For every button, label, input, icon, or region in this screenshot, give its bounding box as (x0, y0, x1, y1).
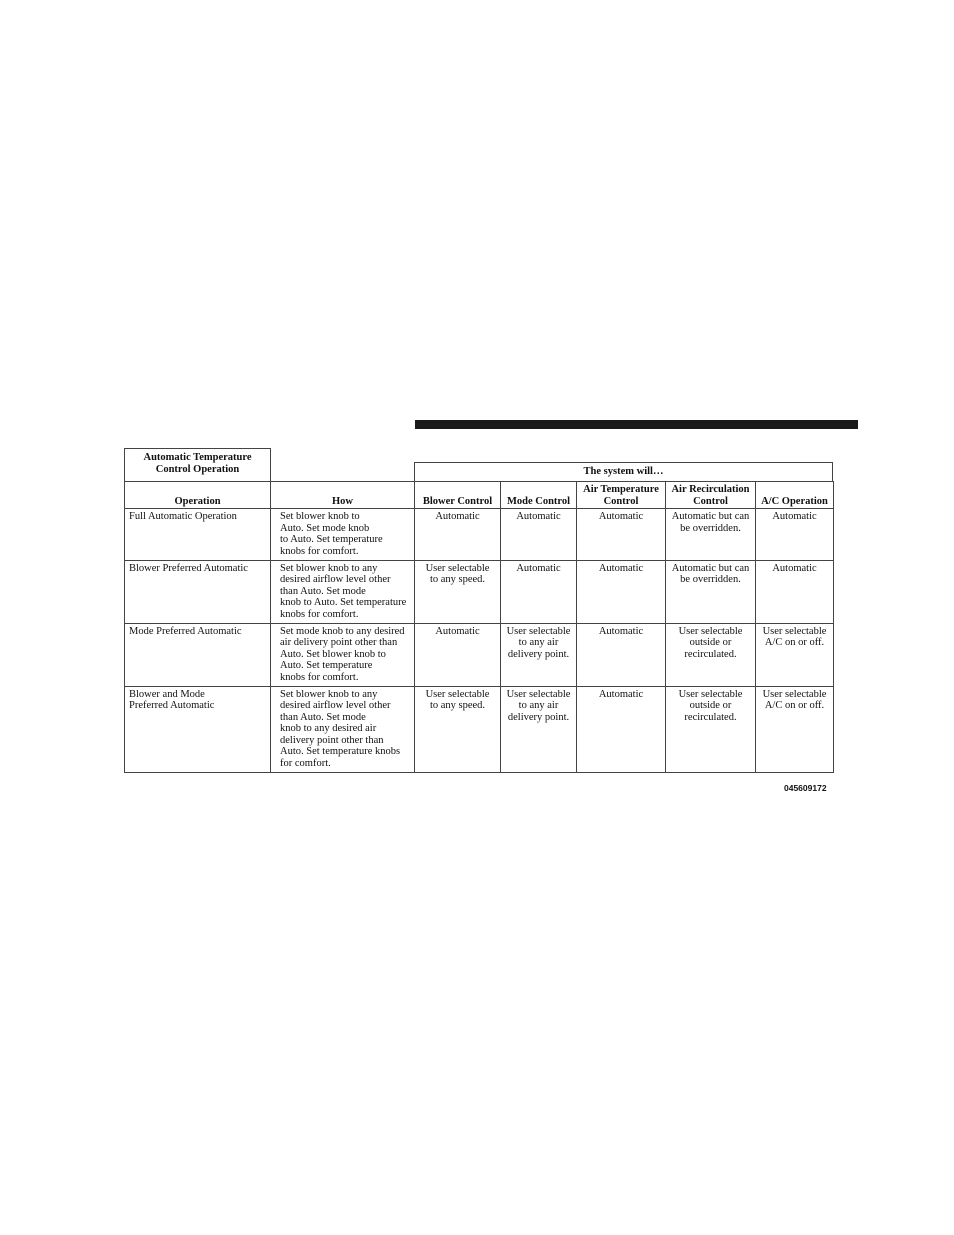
cell-mode-control: Automatic (501, 509, 577, 560)
column-header-blower-control: Blower Control (415, 482, 501, 509)
table-title-box (124, 448, 271, 482)
cell-mode-control: User selectable to any air delivery point. (501, 686, 577, 772)
cell-ac-operation: Automatic (756, 560, 834, 623)
table-title-line-1: Automatic Temperature (143, 452, 252, 463)
cell-air-temperature-control: Automatic (577, 623, 666, 686)
climate-control-figure (124, 448, 833, 770)
section-header-bar (415, 420, 858, 429)
figure-id: 045609172 (784, 783, 827, 793)
column-header-row (125, 482, 834, 509)
cell-blower-control: User selectable to any speed. (415, 686, 501, 772)
cell-blower-control: Automatic (415, 623, 501, 686)
column-header-mode-control: Mode Control (501, 482, 577, 509)
air-temp-header-line-1: Air Temperature (583, 484, 659, 495)
cell-mode-control: User selectable to any air delivery point. (501, 623, 577, 686)
system-will-header: The system will… (414, 462, 833, 482)
table-body (125, 509, 834, 772)
cell-air-recirculation-control: User selectable outside or recirculated. (666, 686, 756, 772)
cell-ac-operation: User selectable A/C on or off. (756, 686, 834, 772)
air-temp-header-line-2: Control (603, 495, 639, 507)
cell-how: Set mode knob to any desired air delivery point other than Auto. Set blower knob to Auto. Set temperature knobs for comfort. (271, 623, 415, 686)
column-header-air-recirculation-control (666, 482, 756, 509)
cell-operation: Full Automatic Operation (125, 509, 271, 560)
cell-operation: Blower and Mode Preferred Automatic (125, 686, 271, 772)
cell-blower-control: User selectable to any speed. (415, 560, 501, 623)
cell-operation: Blower Preferred Automatic (125, 560, 271, 623)
cell-how: Set blower knob to any desired airflow level other than Auto. Set mode knob to any desired air delivery point other than Auto. Set temperature knobs for comfort. (271, 686, 415, 772)
table-row (125, 509, 834, 560)
table-title-line-2: Control Operation (155, 464, 240, 475)
table-row (125, 686, 834, 772)
cell-blower-control: Automatic (415, 509, 501, 560)
cell-air-recirculation-control: Automatic but can be overridden. (666, 509, 756, 560)
cell-how: Set blower knob to Auto. Set mode knob to Auto. Set temperature knobs for comfort. (271, 509, 415, 560)
table-row (125, 560, 834, 623)
cell-air-recirculation-control: User selectable outside or recirculated. (666, 623, 756, 686)
cell-operation: Mode Preferred Automatic (125, 623, 271, 686)
cell-ac-operation: User selectable A/C on or off. (756, 623, 834, 686)
cell-ac-operation: Automatic (756, 509, 834, 560)
column-header-air-temperature-control (577, 482, 666, 509)
column-header-ac-operation: A/C Operation (756, 482, 834, 509)
cell-air-temperature-control: Automatic (577, 686, 666, 772)
column-header-how: How (271, 482, 415, 509)
cell-mode-control: Automatic (501, 560, 577, 623)
cell-air-temperature-control: Automatic (577, 560, 666, 623)
recirc-header-line-2: Control (693, 495, 728, 507)
temperature-control-table (124, 481, 834, 773)
table-row (125, 623, 834, 686)
cell-air-temperature-control: Automatic (577, 509, 666, 560)
recirc-header-line-1: Air Recirculation (671, 484, 750, 495)
column-header-operation: Operation (125, 482, 271, 509)
cell-air-recirculation-control: Automatic but can be overridden. (666, 560, 756, 623)
cell-how: Set blower knob to any desired airflow level other than Auto. Set mode knob to Auto. Set temperature knobs for comfort. (271, 560, 415, 623)
